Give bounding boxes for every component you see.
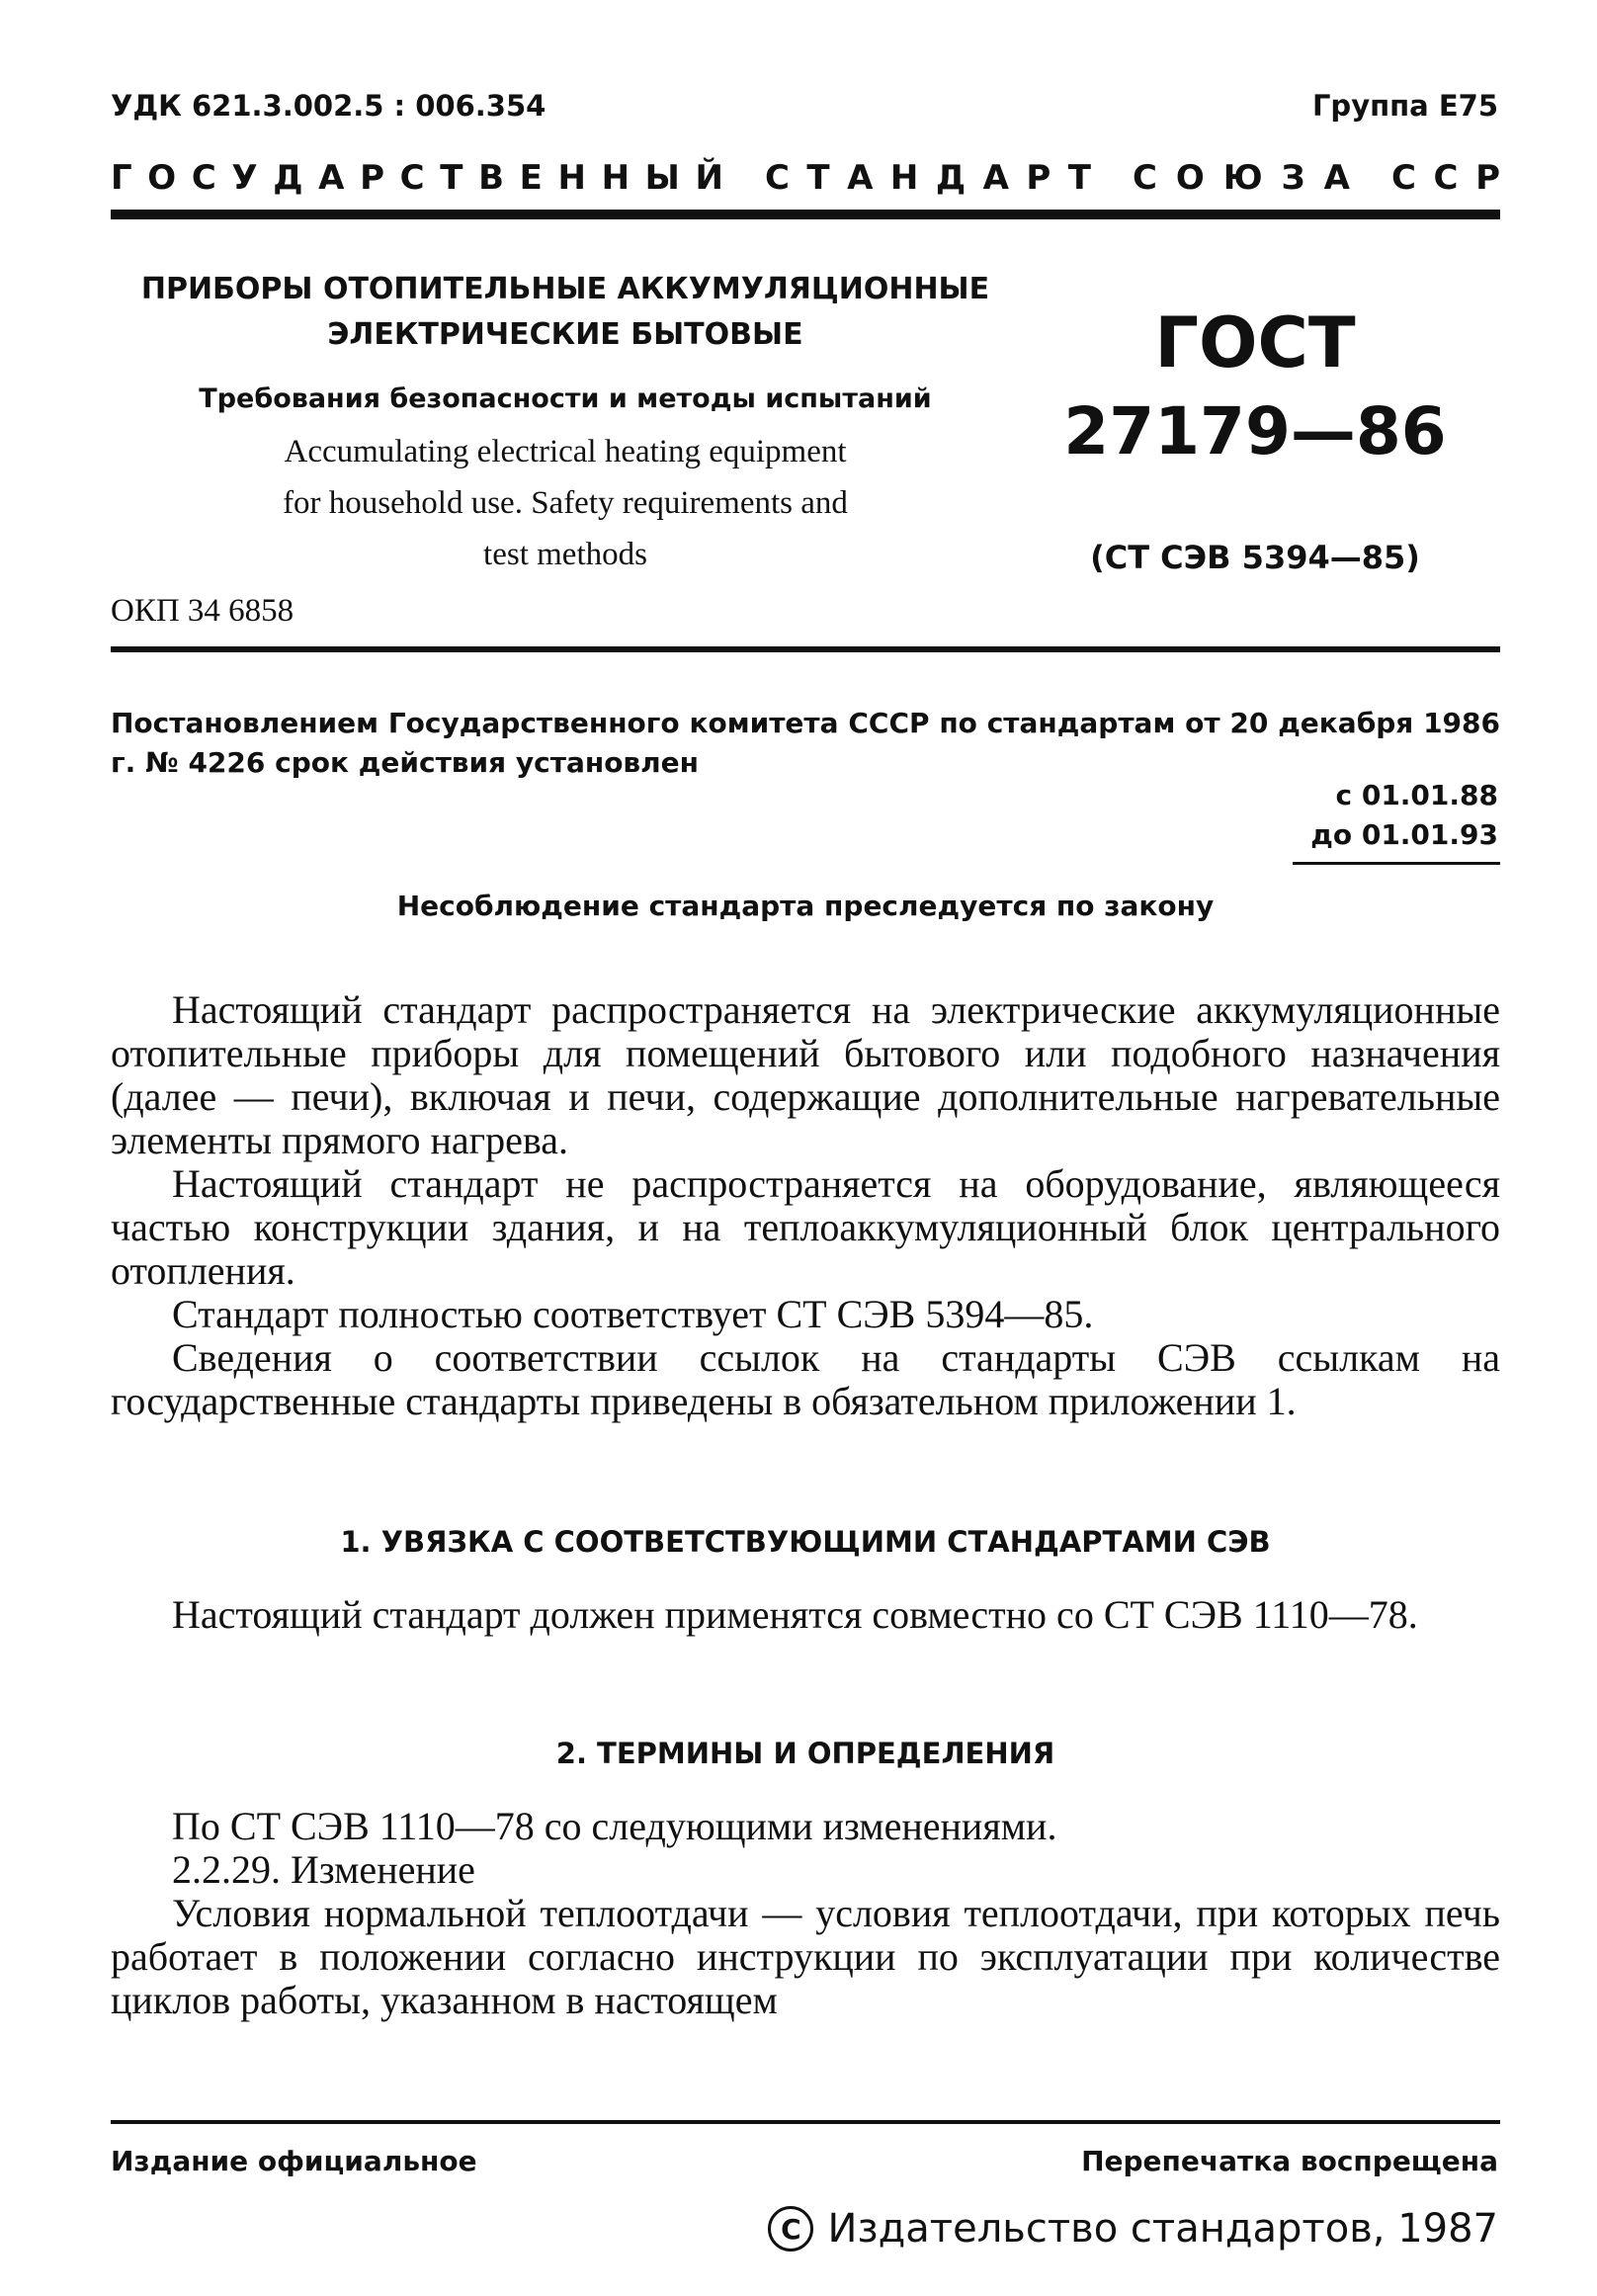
title-block <box>111 267 1020 573</box>
section-2-heading: 2. ТЕРМИНЫ И ОПРЕДЕЛЕНИЯ <box>555 1737 1055 1770</box>
group-code: Группа Е75 <box>1311 89 1498 123</box>
intro-paragraph-2: Настоящий стандарт не распространяется на оборудование, являющееся частью конструкции здания, и на теплоаккумуляционный блок центрального отопления. <box>111 1161 1500 1293</box>
intro-paragraph-1: Настоящий стандарт распространяется на электрические аккумуляционные отопительные приборы для помещений бытового или подобного назначения (далее — печи), включая и печи, содержащие дополнительные нагревательные элементы прямого нагрева. <box>111 987 1500 1162</box>
dates-underline <box>1293 862 1500 865</box>
okp-code: ОКП 34 6858 <box>111 593 294 629</box>
legal-notice: Несоблюдение стандарта преследуется по закону <box>396 890 1215 922</box>
udk-code: УДК 621.3.002.5 : 006.354 <box>111 89 546 123</box>
title-divider <box>111 646 1500 652</box>
edition-label: Издание официальное <box>111 2145 477 2177</box>
section-2-paragraph-2: 2.2.29. Изменение <box>172 1847 475 1892</box>
english-title-line-2: for household use. Safety requirements and <box>283 485 848 521</box>
title-line-2: ЭЛЕКТРИЧЕСКИЕ БЫТОВЫЕ <box>327 317 803 352</box>
banner-word-3: С О Ю З А <box>1133 158 1350 198</box>
reprint-notice: Перепечатка воспрещена <box>1081 2145 1498 2177</box>
banner-word-1: Г О С У Д А Р С Т В Е Н Н Ы Й <box>111 158 723 198</box>
english-title-line-1: Accumulating electrical heating equipment <box>284 434 847 469</box>
section-2-paragraph-1: По СТ СЭВ 1110—78 со следующими изменениями. <box>172 1804 1057 1848</box>
gost-label: ГОСТ <box>1154 302 1356 383</box>
subtitle: Требования безопасности и методы испытаний <box>199 383 932 414</box>
footer-divider <box>111 2120 1500 2124</box>
validity-date-to: до 01.01.93 <box>1310 818 1498 851</box>
intro-paragraph-3: Стандарт полностью соответствует СТ СЭВ 5394—85. <box>172 1292 1094 1336</box>
section-1-paragraph: Настоящий стандарт должен применятся совместно со СТ СЭВ 1110—78. <box>172 1592 1418 1637</box>
st-sev-reference: (СТ СЭВ 5394—85) <box>1090 539 1420 576</box>
section-2-paragraph-3: Условия нормальной теплоотдачи — условия теплоотдачи, при которых печь работает в положении согласно инструкции по эксплуатации при количестве циклов работы, указанном в настоящем <box>111 1891 1500 2022</box>
copyright-icon: C <box>768 2206 813 2252</box>
intro-paragraph-4: Сведения о соответствии ссылок на стандарты СЭВ ссылкам на государственные стандарты приведены в обязательном приложении 1. <box>111 1335 1500 1423</box>
title-line-1: ПРИБОРЫ ОТОПИТЕЛЬНЫЕ АККУМУЛЯЦИОННЫЕ <box>140 272 990 306</box>
validity-date-from: с 01.01.88 <box>1335 779 1498 811</box>
english-title-line-3: test methods <box>483 537 647 572</box>
publisher-name: Издательство стандартов, 1987 <box>827 2206 1498 2252</box>
state-standard-banner <box>111 158 1500 198</box>
section-1-heading: 1. УВЯЗКА С СООТВЕТСТВУЮЩИМИ СТАНДАРТАМИ СЭВ <box>340 1525 1271 1559</box>
decree-text: Постановлением Государственного комитета СССР по стандартам от 20 декабря 1986 г. № 4226 срок действия установлен <box>111 707 1500 779</box>
publisher-line <box>768 2206 1498 2252</box>
banner-word-4: С С Р <box>1391 158 1500 198</box>
gost-number: 27179—86 <box>1063 393 1447 469</box>
header-divider <box>111 210 1500 219</box>
banner-word-2: С Т А Н Д А Р Т <box>765 158 1091 198</box>
